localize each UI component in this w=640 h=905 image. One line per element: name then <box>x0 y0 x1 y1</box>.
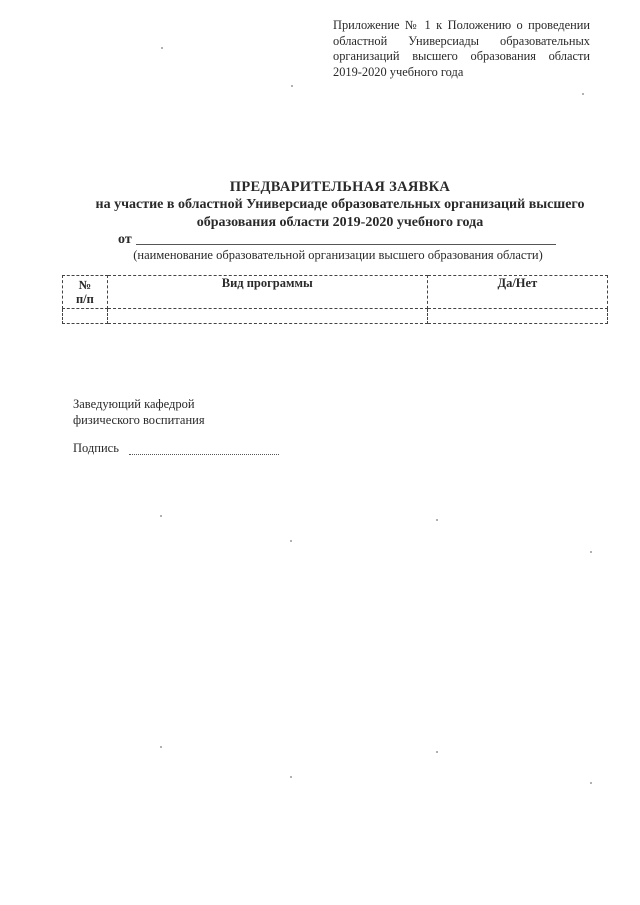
organization-hint: (наименование образовательной организации высшего образования области) <box>133 248 543 262</box>
annex-line: областной Универсиады образовательных <box>333 33 590 48</box>
scan-speck <box>590 782 592 784</box>
table-cell[interactable] <box>107 309 427 324</box>
scan-speck <box>291 85 293 87</box>
column-header-number-line: п/п <box>75 292 94 306</box>
signature-label: Подпись <box>73 441 119 455</box>
scan-speck <box>590 551 592 553</box>
signature-line[interactable] <box>129 454 279 455</box>
organization-field <box>118 232 558 248</box>
annex-line: Приложение № 1 к Положению о проведении <box>333 18 590 32</box>
document-title <box>40 178 640 232</box>
column-header-number-line: № <box>78 278 92 292</box>
title-subtitle-line: образования области 2019-2020 учебного года <box>196 215 484 230</box>
table-cell[interactable] <box>63 309 108 324</box>
title-main: ПРЕДВАРИТЕЛЬНАЯ ЗАЯВКА <box>229 179 451 195</box>
from-label: от <box>118 232 132 247</box>
table-cell[interactable] <box>427 309 607 324</box>
scan-speck <box>582 93 584 95</box>
column-header-number <box>63 276 108 309</box>
annex-line: организаций высшего образования области <box>333 49 590 64</box>
table-row <box>63 309 608 324</box>
annex-reference <box>333 18 590 80</box>
title-subtitle-line: на участие в областной Универсиаде образовательных организаций высшего <box>95 197 585 212</box>
column-header-yes-no: Да/Нет <box>427 276 607 309</box>
scan-speck <box>160 515 162 517</box>
signatory-position <box>73 396 373 428</box>
column-header-program: Вид программы <box>107 276 427 309</box>
organization-name-line[interactable] <box>136 244 556 245</box>
position-line: физического воспитания <box>73 413 205 427</box>
table-header-row <box>63 276 608 309</box>
scan-speck <box>436 519 438 521</box>
position-line: Заведующий кафедрой <box>73 397 195 411</box>
scan-speck <box>160 746 162 748</box>
annex-line: 2019-2020 учебного года <box>333 64 464 79</box>
scan-speck <box>436 751 438 753</box>
scan-speck <box>290 540 292 542</box>
scan-speck <box>161 47 163 49</box>
programs-table <box>62 275 608 324</box>
scan-speck <box>290 776 292 778</box>
signature-field <box>73 441 333 456</box>
